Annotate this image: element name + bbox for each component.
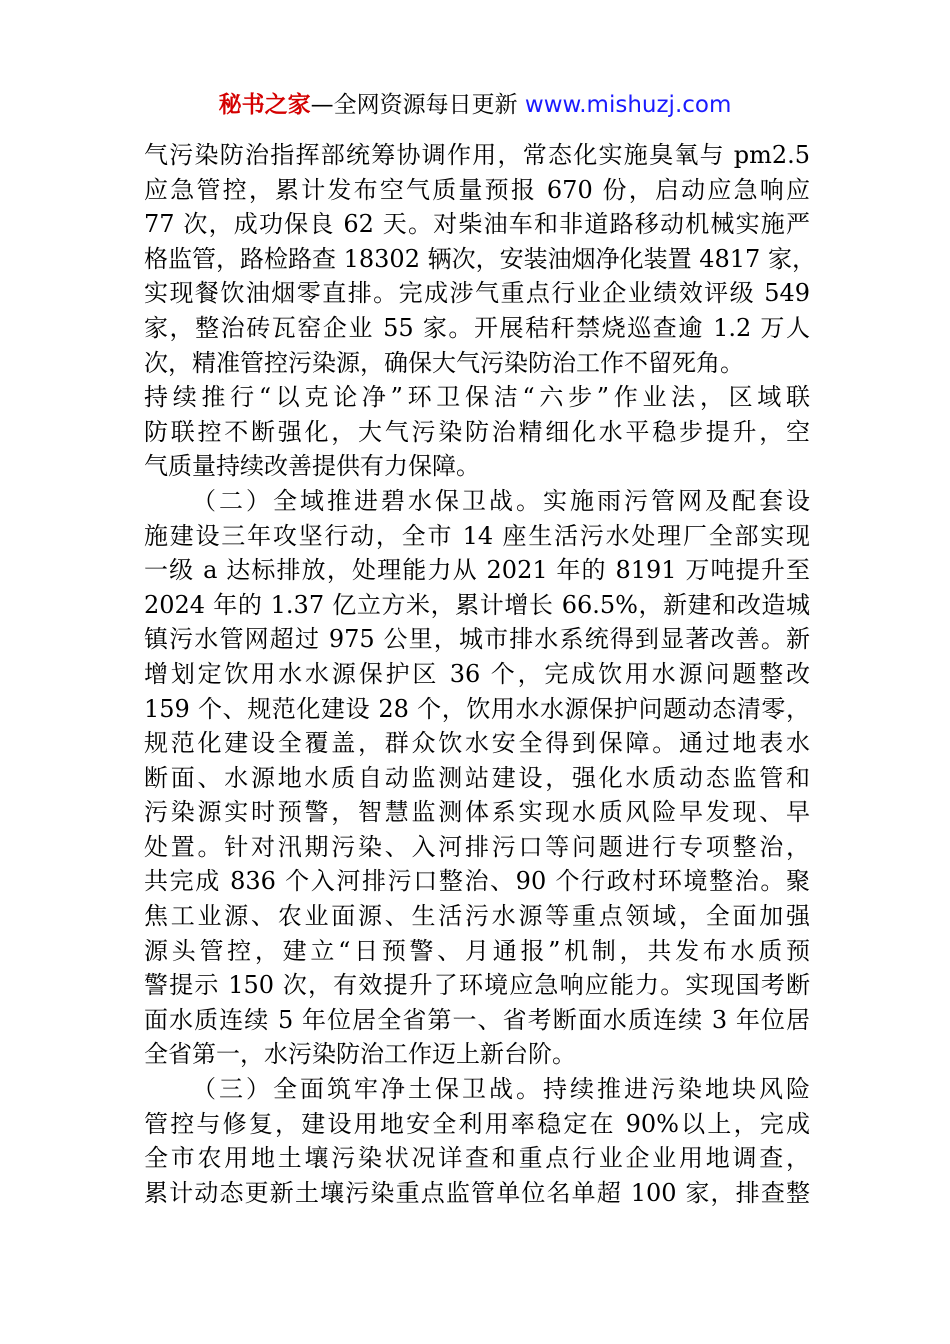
- text-line: 累计动态更新土壤污染重点监管单位名单超 100 家，排查整: [144, 1178, 810, 1207]
- page-header: [0, 88, 950, 122]
- text-line: 一级 a 达标排放，处理能力从 2021 年的 8191 万吨提升至: [144, 556, 810, 585]
- text-line: 污染源实时预警，智慧监测体系实现水质风险早发现、早: [144, 798, 810, 827]
- text-line: 管控与修复，建设用地安全利用率稳定在 90%以上，完成: [144, 1109, 810, 1138]
- text-line: 159 个、规范化建设 28 个，饮用水水源保护问题动态清零，: [144, 694, 810, 723]
- text-line: 断面、水源地水质自动监测站建设，强化水质动态监管和: [144, 763, 810, 792]
- text-line: 共完成 836 个入河排污口整治、90 个行政村环境整治。聚: [144, 867, 810, 896]
- header-url-link[interactable]: www.mishuzj.com: [524, 92, 732, 118]
- document-body: [144, 138, 816, 1210]
- text-line: 面水质连续 5 年位居全省第一、省考断面水质连续 3 年位居: [144, 1005, 810, 1034]
- section-heading-line: （二）全域推进碧水保卫战。实施雨污管网及配套设: [192, 486, 810, 515]
- text-line: 77 次，成功保良 62 天。对柴油车和非道路移动机械实施严: [144, 210, 810, 239]
- text-line: 应急管控，累计发布空气质量预报 670 份，启动应急响应: [144, 175, 810, 204]
- section-heading-line: （三）全面筑牢净土保卫战。持续推进污染地块风险: [192, 1075, 810, 1104]
- text-line: 规范化建设全覆盖，群众饮水安全得到保障。通过地表水: [144, 729, 810, 758]
- text-line: 持续推行“以克论净”环卫保洁“六步”作业法，区域联: [144, 383, 810, 412]
- text-line: 焦工业源、农业面源、生活污水源等重点领域，全面加强: [144, 902, 810, 931]
- text-line: 气污染防治指挥部统筹协调作用，常态化实施臭氧与 pm2.5: [144, 141, 810, 169]
- text-line: 全市农用地土壤污染状况详查和重点行业企业用地调查，: [144, 1144, 810, 1173]
- text-line: 源头管控，建立“日预警、月通报”机制，共发布水质预: [144, 936, 810, 965]
- text-line: 格监管，路检路查 18302 辆次，安装油烟净化装置 4817 家，: [144, 244, 816, 273]
- text-line: 全省第一，水污染防治工作迈上新台阶。: [144, 1040, 576, 1069]
- text-line: 防联控不断强化，大气污染防治精细化水平稳步提升，空: [144, 417, 810, 446]
- text-line: 增划定饮用水水源保护区 36 个，完成饮用水源问题整改: [144, 659, 810, 688]
- text-line: 处置。针对汛期污染、入河排污口等问题进行专项整治，: [144, 832, 810, 861]
- text-line: 家，整治砖瓦窑企业 55 家。开展秸秆禁烧巡查逾 1.2 万人: [144, 313, 810, 342]
- text-line: 气质量持续改善提供有力保障。: [144, 452, 480, 481]
- header-tagline: —全网资源每日更新: [310, 92, 525, 118]
- text-line: 警提示 150 次，有效提升了环境应急响应能力。实现国考断: [144, 971, 810, 1000]
- text-line: 实现餐饮油烟零直排。完成涉气重点行业企业绩效评级 549: [144, 279, 810, 308]
- text-line: 2024 年的 1.37 亿立方米，累计增长 66.5%，新建和改造城: [144, 590, 810, 619]
- text-line: 镇污水管网超过 975 公里，城市排水系统得到显著改善。新: [144, 625, 810, 654]
- text-line: 次，精准管控污染源，确保大气污染防治工作不留死角。: [144, 348, 744, 377]
- header-brand: 秘书之家: [218, 92, 311, 118]
- text-line: 施建设三年攻坚行动，全市 14 座生活污水处理厂全部实现: [144, 521, 810, 550]
